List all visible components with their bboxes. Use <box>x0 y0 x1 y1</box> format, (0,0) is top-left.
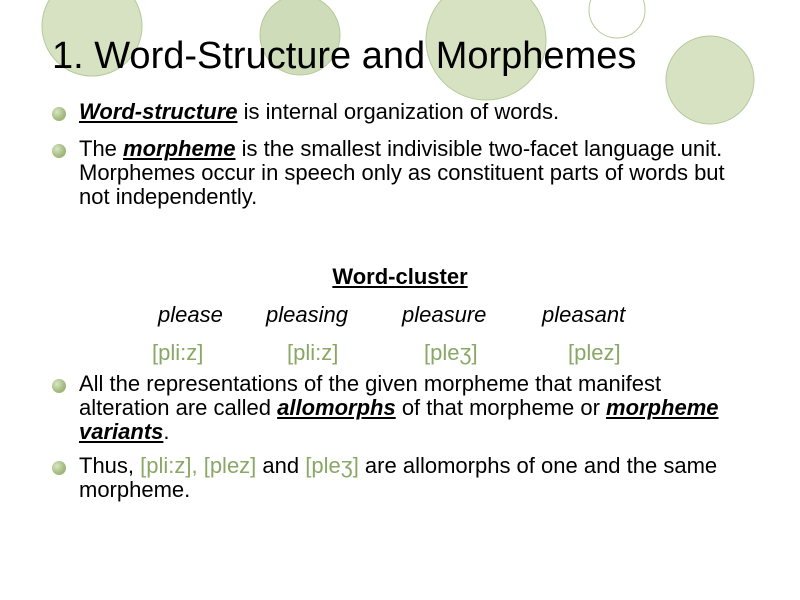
bullet-morpheme <box>52 137 752 209</box>
bullet-word-structure <box>52 100 752 124</box>
bullet-icon <box>52 461 66 475</box>
slide-title: 1. Word-Structure and Morphemes <box>52 35 637 77</box>
cluster-transcription: [pli:z] <box>287 340 339 365</box>
bullet-text: is the smallest indivisible two-facet language unit. Morphemes occur in speech only as constituent parts of words but not independently. <box>79 136 725 209</box>
bullet-text: of that morpheme or <box>395 395 607 420</box>
bullet-text: All the representations of the given morpheme that manifest alteration are called <box>79 371 662 420</box>
bullet-text: and <box>256 453 306 478</box>
bullet-icon <box>52 107 66 121</box>
bullet-allomorphs <box>52 372 752 444</box>
term-morpheme-variants: morpheme variants <box>79 395 719 444</box>
bullet-text: are allomorphs of one and the same morpheme. <box>79 453 718 502</box>
cluster-heading: Word-cluster <box>332 264 468 289</box>
term-morpheme: morpheme <box>123 136 236 161</box>
bullet-icon <box>52 379 66 393</box>
bullet-text: is internal organization of words. <box>237 99 560 124</box>
cluster-transcription: [pleʒ] <box>424 340 478 365</box>
term-allomorphs: allomorphs <box>277 395 396 420</box>
cluster-word: pleasing <box>266 302 348 327</box>
transcription-inline: [pli:z], [plez] <box>140 453 257 478</box>
cluster-word: pleasant <box>542 302 626 327</box>
bullet-text: Thus, <box>79 453 141 478</box>
lower-bullets <box>52 372 752 502</box>
cluster-word: please <box>158 302 223 327</box>
bullet-thus <box>52 454 752 502</box>
bullet-prefix: The <box>79 136 124 161</box>
cluster-transcription: [plez] <box>568 340 621 365</box>
term-word-structure: Word-structure <box>79 99 238 124</box>
transcription-inline: [pleʒ] <box>305 453 359 478</box>
cluster-transcription: [pli:z] <box>152 340 204 365</box>
bullet-icon <box>52 144 66 158</box>
cluster-word: pleasure <box>402 302 487 327</box>
top-bullets <box>52 100 752 209</box>
bullet-text: . <box>163 419 170 444</box>
